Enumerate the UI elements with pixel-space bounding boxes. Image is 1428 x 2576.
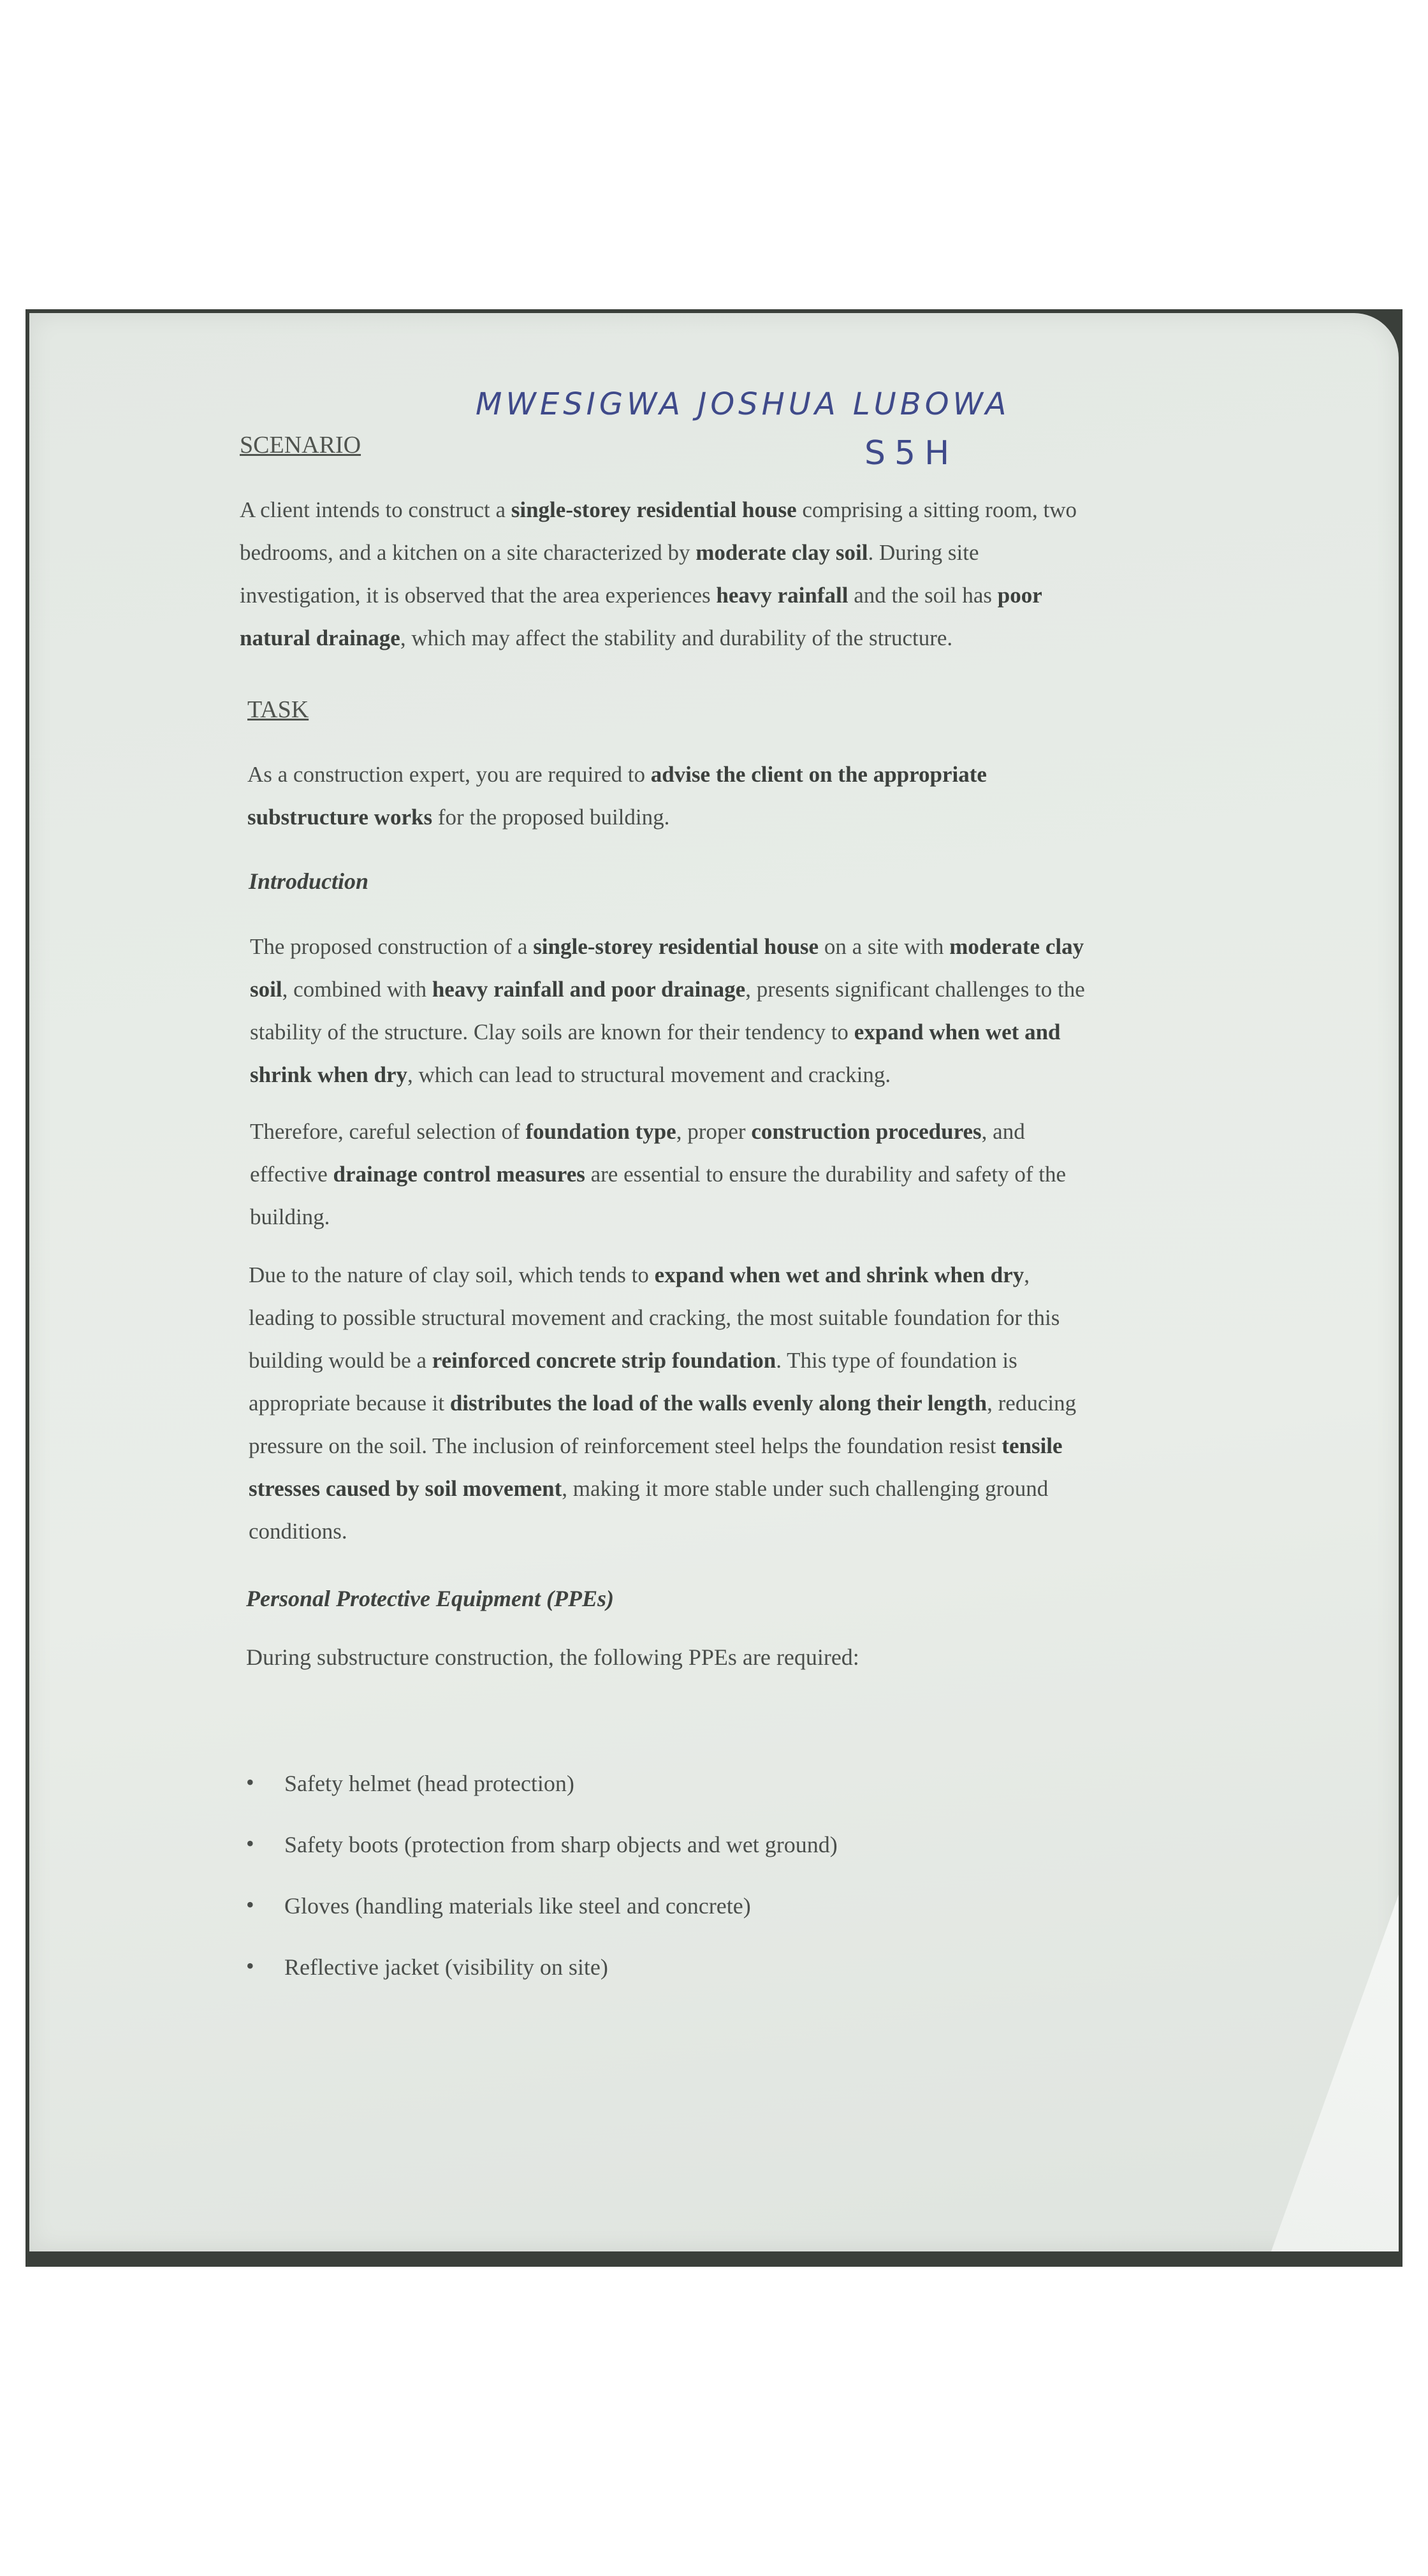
- scenario-paragraph: [240, 488, 1196, 659]
- text-line: [250, 1153, 1206, 1196]
- introduction-paragraph-2: [250, 1110, 1206, 1238]
- introduction-paragraph-3: [249, 1254, 1205, 1553]
- text-line: [250, 1110, 1206, 1153]
- bold-phrase: heavy rainfall: [716, 583, 849, 608]
- bold-phrase: poor: [997, 583, 1042, 608]
- bold-phrase: construction procedures: [751, 1119, 982, 1144]
- text-line: [249, 1510, 1205, 1553]
- paper-fold: [1271, 1894, 1399, 2251]
- text-line: [240, 531, 1196, 574]
- bold-phrase: distributes the load of the walls evenly along their length: [449, 1391, 987, 1416]
- task-heading: TASK: [247, 696, 309, 723]
- bold-phrase: tensile: [1002, 1433, 1063, 1458]
- text-run: ,: [1024, 1262, 1030, 1287]
- text-run: for the proposed building.: [432, 805, 670, 830]
- text-run: , making it more stable under such challenging ground: [562, 1476, 1049, 1501]
- introduction-paragraph-1: [250, 925, 1206, 1096]
- bold-phrase: natural drainage: [240, 626, 400, 650]
- text-run: comprising a sitting room, two: [796, 497, 1077, 522]
- text-line: [240, 488, 1196, 531]
- text-run: , reducing: [987, 1391, 1077, 1416]
- ppe-item-gloves: • Gloves (handling materials like steel and concrete): [246, 1892, 1202, 1954]
- text-run: A client intends to construct a: [240, 497, 511, 522]
- text-run: The proposed construction of a: [250, 934, 534, 959]
- text-run: , proper: [676, 1119, 752, 1144]
- text-run: effective: [250, 1162, 333, 1187]
- bold-phrase: soil: [250, 977, 282, 1002]
- paper-sheet: [29, 313, 1399, 2251]
- introduction-heading: Introduction: [249, 868, 369, 894]
- text-line: [240, 574, 1196, 617]
- bold-phrase: heavy rainfall and poor drainage: [432, 977, 746, 1002]
- text-line: [240, 617, 1196, 659]
- text-run: on a site with: [819, 934, 950, 959]
- text-line: [250, 1196, 1206, 1238]
- text-line: [247, 796, 1204, 838]
- text-line: [249, 1382, 1205, 1424]
- ppe-heading: Personal Protective Equipment (PPEs): [246, 1586, 614, 1611]
- document-photo: [26, 309, 1402, 2267]
- text-run: . During site: [868, 540, 979, 565]
- task-paragraph: [247, 753, 1204, 838]
- text-line: [250, 968, 1206, 1011]
- text-run: appropriate because it: [249, 1391, 450, 1416]
- text-line: [249, 1424, 1205, 1467]
- text-run: investigation, it is observed that the area experiences: [240, 583, 717, 608]
- bold-phrase: expand when wet and shrink when dry: [654, 1262, 1024, 1287]
- text-line: [249, 1339, 1205, 1382]
- bold-phrase: drainage control measures: [333, 1162, 585, 1187]
- handwritten-class: S5H: [864, 434, 959, 472]
- text-line: [249, 1254, 1205, 1296]
- ppe-intro: During substructure construction, the following PPEs are required:: [246, 1644, 859, 1670]
- text-line: [250, 1053, 1206, 1096]
- handwritten-student-name: MWESIGWA JOSHUA LUBOWA: [476, 386, 1010, 422]
- text-run: building.: [250, 1204, 330, 1229]
- text-run: As a construction expert, you are required to: [247, 762, 651, 787]
- text-run: , which may affect the stability and durability of the structure.: [400, 626, 953, 650]
- bold-phrase: expand when wet and: [854, 1020, 1061, 1044]
- ppe-item-helmet: • Safety helmet (head protection): [246, 1770, 1202, 1831]
- text-run: , and: [981, 1119, 1025, 1144]
- text-line: [250, 925, 1206, 968]
- text-run: . This type of foundation is: [776, 1348, 1017, 1373]
- text-run: , presents significant challenges to the: [745, 977, 1085, 1002]
- bold-phrase: moderate clay: [949, 934, 1084, 959]
- bold-phrase: advise the client on the appropriate: [650, 762, 987, 787]
- text-run: Therefore, careful selection of: [250, 1119, 526, 1144]
- text-run: , which can lead to structural movement and cracking.: [407, 1062, 891, 1087]
- bold-phrase: single-storey residential house: [511, 497, 797, 522]
- text-run: , combined with: [282, 977, 432, 1002]
- bold-phrase: stresses caused by soil movement: [249, 1476, 562, 1501]
- text-run: bedrooms, and a kitchen on a site characterized by: [240, 540, 696, 565]
- text-line: [249, 1467, 1205, 1510]
- text-run: conditions.: [249, 1519, 347, 1544]
- text-run: Due to the nature of clay soil, which tends to: [249, 1262, 655, 1287]
- text-line: [250, 1011, 1206, 1053]
- text-line: [249, 1296, 1205, 1339]
- text-line: [247, 753, 1204, 796]
- bold-phrase: single-storey residential house: [533, 934, 819, 959]
- ppe-list: [246, 1770, 1202, 2015]
- ppe-item-boots: • Safety boots (protection from sharp objects and wet ground): [246, 1831, 1202, 1892]
- text-run: leading to possible structural movement and cracking, the most suitable foundation for this: [249, 1305, 1060, 1330]
- ppe-item-jacket: • Reflective jacket (visibility on site): [246, 1954, 1202, 2015]
- bold-phrase: moderate clay soil: [696, 540, 868, 565]
- text-run: stability of the structure. Clay soils are known for their tendency to: [250, 1020, 854, 1044]
- text-run: pressure on the soil. The inclusion of reinforcement steel helps the foundation resist: [249, 1433, 1002, 1458]
- text-run: are essential to ensure the durability and safety of the: [585, 1162, 1067, 1187]
- scenario-heading: SCENARIO: [240, 432, 361, 458]
- bold-phrase: substructure works: [247, 805, 433, 830]
- bold-phrase: foundation type: [525, 1119, 676, 1144]
- bold-phrase: reinforced concrete strip foundation: [432, 1348, 776, 1373]
- bold-phrase: shrink when dry: [250, 1062, 408, 1087]
- text-run: building would be a: [249, 1348, 432, 1373]
- text-run: and the soil has: [848, 583, 998, 608]
